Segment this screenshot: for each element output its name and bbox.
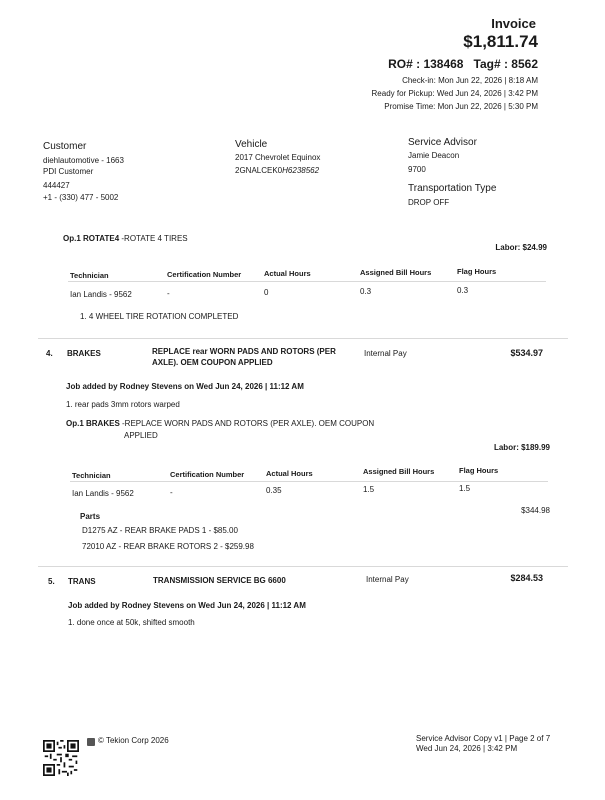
job5-amount: $284.53 [510,573,543,583]
op-rotate-title: Op.1 ROTATE4 [63,234,120,243]
advisor-heading: Service Advisor [408,137,477,148]
advisor-id: 9700 [408,165,426,174]
job5-note: 1. done once at 50k, shifted smooth [68,618,195,627]
transport-type: DROP OFF [408,198,450,207]
col-assigned-hours: Assigned Bill Hours [363,467,435,476]
op-brakes-title: Op.1 BRAKES [66,419,120,428]
cell-technician: Ian Landis - 9562 [70,290,132,299]
invoice-total: $1,811.74 [463,32,538,51]
parts-total: $344.98 [521,506,550,515]
op-brakes-line-1 [66,419,374,428]
job4-name: BRAKES [67,349,101,358]
checkin-time: Check-in: Mon Jun 22, 2026 | 8:18 AM [402,76,538,85]
vin-prefix: 2GNALCEK0 [235,166,283,175]
cell-assigned-hours: 0.3 [360,287,372,296]
cell-certification: - [170,488,173,497]
ro-label: RO# : [388,57,421,71]
row-divider [70,481,548,482]
tekion-logo-icon [87,738,95,746]
op-rotate-labor: Labor: $24.99 [495,243,547,252]
row-divider [68,281,546,282]
job4-amount: $534.97 [510,348,543,358]
job5-desc: TRANSMISSION SERVICE BG 6600 [153,576,286,585]
promise-time: Promise Time: Mon Jun 22, 2026 | 5:30 PM [384,102,538,111]
col-technician: Technician [70,271,109,280]
op-rotate-desc: -ROTATE 4 TIRES [119,234,188,243]
part-item: 72010 AZ - REAR BRAKE ROTORS 2 - $259.98 [82,542,254,551]
customer-heading: Customer [43,141,87,152]
job4-desc-2: AXLE). OEM COUPON APPLIED [152,358,273,367]
customer-phone: +1 - (330) 477 - 5002 [43,193,119,202]
qr-code [43,740,79,776]
customer-name: diehlautomotive - 1663 [43,156,124,165]
copyright: © Tekion Corp 2026 [98,736,169,745]
cell-actual-hours: 0 [264,288,269,297]
ro-number: 138468 [423,57,464,71]
vehicle-vin [235,166,319,175]
job5-number: 5. [48,577,55,586]
copy-page-info: Service Advisor Copy v1 | Page 2 of 7 [416,734,551,743]
vehicle-model: 2017 Chevrolet Equinox [235,153,321,162]
col-flag-hours: Flag Hours [457,267,497,276]
parts-heading: Parts [80,512,101,521]
job4-added: Job added by Rodney Stevens on Wed Jun 24, 2026 | 11:12 AM [66,382,304,391]
job5-pay: Internal Pay [366,575,409,584]
cell-certification: - [167,289,170,298]
cell-technician: Ian Landis - 9562 [72,489,134,498]
job4-number: 4. [46,349,53,358]
col-actual-hours: Actual Hours [264,269,311,278]
customer-type: PDI Customer [43,167,94,176]
advisor-name: Jamie Deacon [408,151,460,160]
customer-id: 444427 [43,181,70,190]
job4-desc-1: REPLACE rear WORN PADS AND ROTORS (PER [152,347,336,356]
cell-flag-hours: 0.3 [457,286,469,295]
job5-name: TRANS [68,577,96,586]
job4-note: 1. rear pads 3mm rotors warped [66,400,180,409]
vin-suffix: H6238562 [282,166,320,175]
col-flag-hours: Flag Hours [459,466,499,475]
section-divider [38,566,568,567]
col-actual-hours: Actual Hours [266,469,313,478]
transport-heading: Transportation Type [408,183,497,194]
col-certification: Certification Number [167,270,242,279]
op-brakes-labor: Labor: $189.99 [493,443,550,452]
op-brakes-desc-1: -REPLACE WORN PADS AND ROTORS (PER AXLE). OEM COUPON [119,419,375,428]
col-technician: Technician [72,471,111,480]
col-certification: Certification Number [170,470,245,479]
cell-actual-hours: 0.35 [266,486,282,495]
op-brakes-desc-2: APPLIED [124,431,158,440]
cell-flag-hours: 1.5 [459,484,471,493]
ready-time: Ready for Pickup: Wed Jun 24, 2026 | 3:42 PM [371,89,538,98]
section-divider [38,338,568,339]
ro-line [360,57,538,71]
tag-number: 8562 [511,57,538,71]
job4-pay: Internal Pay [364,349,407,358]
col-assigned-hours: Assigned Bill Hours [360,268,432,277]
invoice-title: Invoice [491,16,536,31]
vehicle-heading: Vehicle [235,139,268,150]
cell-assigned-hours: 1.5 [363,485,375,494]
part-item: D1275 AZ - REAR BRAKE PADS 1 - $85.00 [82,526,238,535]
op-rotate-line [63,234,188,243]
tag-label: Tag# : [473,57,508,71]
footer-date: Wed Jun 24, 2026 | 3:42 PM [416,744,518,753]
job5-added: Job added by Rodney Stevens on Wed Jun 24, 2026 | 11:12 AM [68,601,306,610]
op-rotate-note: 1. 4 WHEEL TIRE ROTATION COMPLETED [80,312,239,321]
